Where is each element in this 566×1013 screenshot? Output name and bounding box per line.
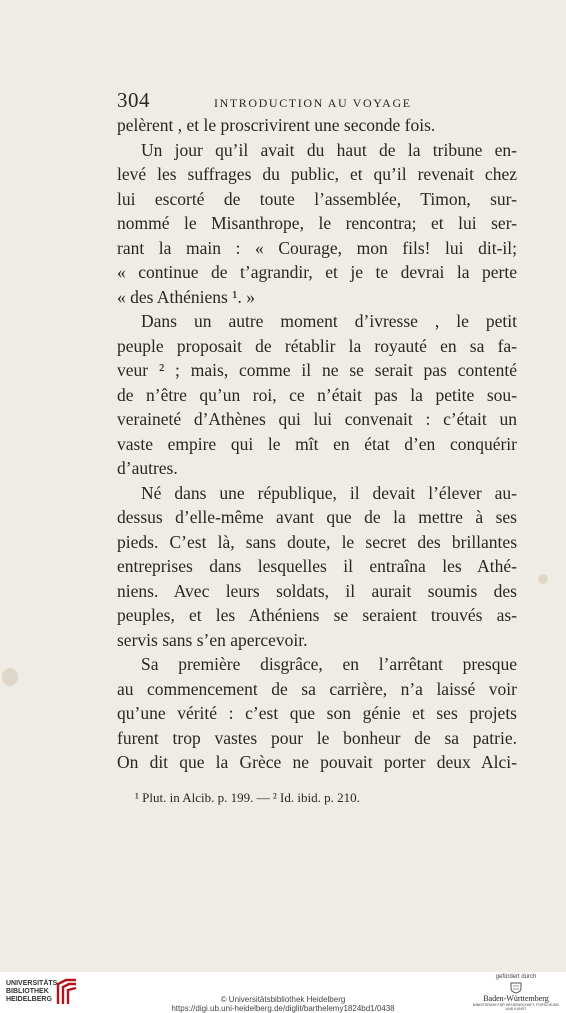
text-line: dessus d’elle-même avant que de la mettre à ses <box>117 507 517 527</box>
text-line: servis sans s’en apercevoir. <box>117 629 308 650</box>
page-number: 304 <box>117 88 150 112</box>
source-url-link[interactable]: https://digi.ub.uni-heidelberg.de/diglit/barthelemy1824bd1/0438 <box>171 1003 395 1013</box>
body-text <box>117 113 517 775</box>
text-line: niens. Avec leurs soldats, il aurait soumis des <box>117 580 517 601</box>
text-line: « des Athéniens ¹. » <box>117 286 255 307</box>
text-line: « continue de t’agrandir, et je te devrai la perte <box>117 262 517 282</box>
page-header <box>117 88 517 112</box>
paper-stain <box>538 574 548 584</box>
crest-icon <box>509 981 523 994</box>
copyright-text: © Universitätsbibliothek Heidelberg <box>220 995 346 1004</box>
text-line: pieds. C’est là, sans doute, le secret des brillantes <box>117 531 517 552</box>
sponsor-logo[interactable] <box>470 974 562 1011</box>
running-title: INTRODUCTION AU VOYAGE <box>214 96 412 110</box>
text-line: vaste empire qui le mît en état d’en conquérir <box>117 433 517 454</box>
text-line: furent trop vastes pour le bonheur de sa patrie. <box>117 727 517 748</box>
text-line: d’autres. <box>117 458 178 478</box>
text-line: rant la main : « Courage, mon fils! lui dit-il; <box>117 237 517 258</box>
text-line: entreprises dans lesquelles il entraîna les Athé- <box>117 556 517 576</box>
text-line: veur ² ; mais, comme il ne se serait pas contenté <box>117 360 517 380</box>
text-line: levé les suffrages du public, et qu’il revenait chez <box>117 164 517 184</box>
footnotes: ¹ Plut. in Alcib. p. 199. — ² Id. ibid. p. 210. <box>135 790 360 805</box>
text-line: Né dans une république, il devait l’élever au- <box>141 482 517 503</box>
funded-by-label: gefördert durch <box>495 974 537 980</box>
text-line: veraineté d’Athènes qui lui convenait : c’était un <box>117 409 517 429</box>
text-line: Un jour qu’il avait du haut de la tribune en- <box>141 139 517 160</box>
text-line: On dit que la Grèce ne pouvait porter deux Alci- <box>117 752 517 772</box>
paper-stain <box>2 668 18 686</box>
text-line: Sa première disgrâce, en l’arrêtant presque <box>141 654 517 674</box>
text-line: nommé le Misanthrope, le rencontra; et lui ser- <box>117 213 517 233</box>
text-line: au commencement de sa carrière, n’a laissé voir <box>117 678 517 699</box>
text-line: de n’être qu’un roi, ce n’était pas la petite sou- <box>117 384 517 405</box>
text-line: lui escorté de toute l’assemblée, Timon, sur- <box>117 188 517 209</box>
sponsor-name: Baden-Württemberg <box>483 994 549 1003</box>
text-line: peuple proposait de rétablir la royauté en sa fa- <box>117 335 517 356</box>
text-line: pelèrent , et le proscrivirent une seconde fois. <box>117 115 436 135</box>
text-line: qu’une vérité : c’est que son génie et ses projets <box>117 703 517 723</box>
sponsor-subtitle: MINISTERIUM FÜR WISSENSCHAFT, FORSCHUNG UND KUNST <box>472 1003 560 1011</box>
viewer-footer <box>0 972 566 1013</box>
text-line: Dans un autre moment d’ivresse , le petit <box>141 311 517 331</box>
library-name[interactable]: UNIVERSITÄTS- BIBLIOTHEK HEIDELBERG <box>6 980 60 1003</box>
text-line: peuples, et les Athéniens se seraient trouvés as- <box>117 605 517 625</box>
